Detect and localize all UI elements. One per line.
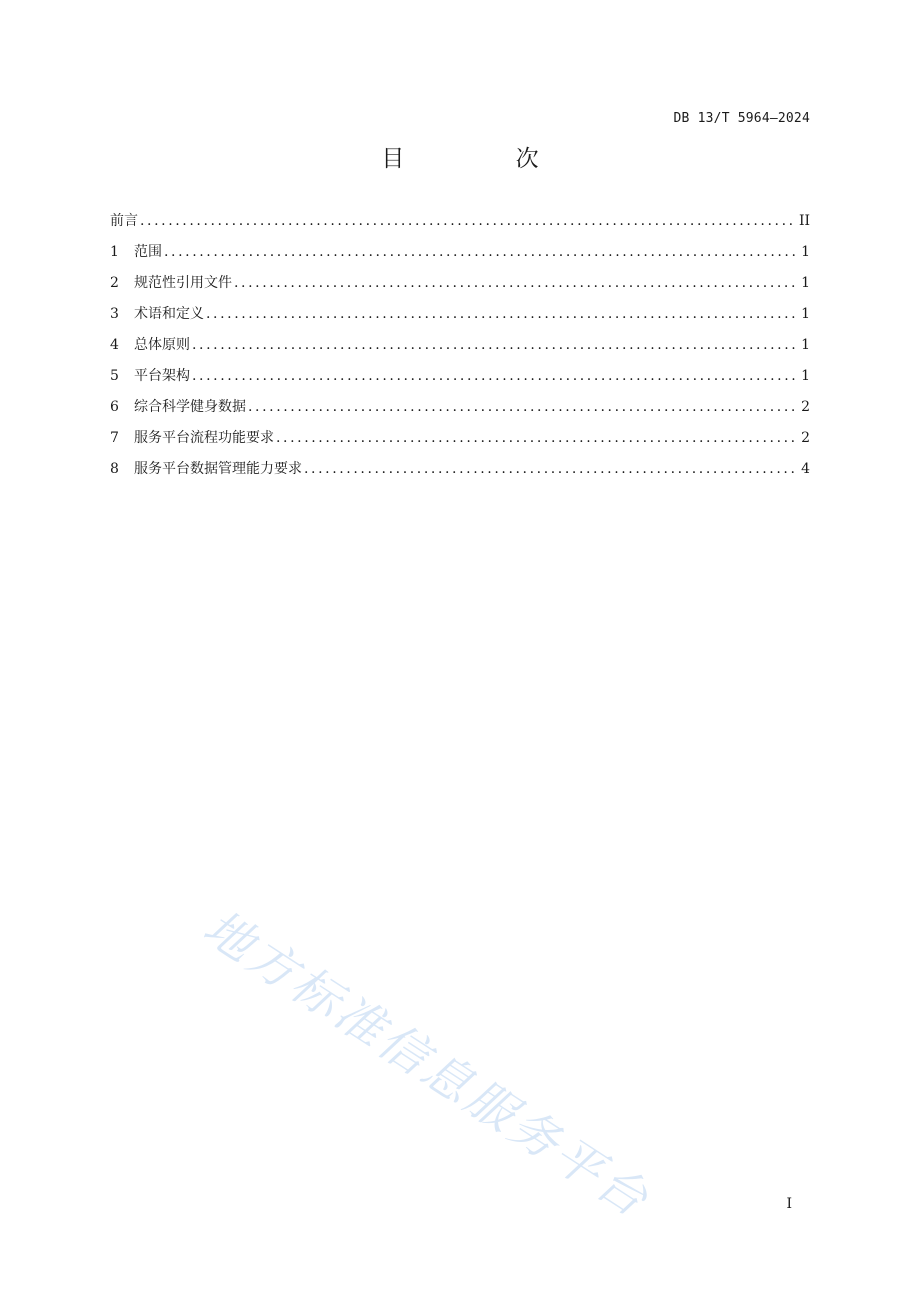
toc-entry-page: 1 <box>801 275 810 291</box>
toc-dot-leader <box>304 454 796 485</box>
toc-entry-label: 术语和定义 <box>134 306 204 322</box>
toc-entry-label: 范围 <box>134 244 162 260</box>
watermark: 地方标准信息服务平台 <box>193 899 661 1230</box>
toc-dot-leader <box>276 423 796 454</box>
toc-entry-3[interactable] <box>110 299 810 330</box>
toc-entry-label: 规范性引用文件 <box>134 275 232 291</box>
toc-entry-label: 服务平台数据管理能力要求 <box>134 461 302 477</box>
toc-entry-page: 1 <box>801 337 810 353</box>
toc-entry-page: 4 <box>801 461 810 477</box>
toc-dot-leader <box>234 268 796 299</box>
toc-entry-number: 4 <box>110 337 119 353</box>
toc-entry-4[interactable] <box>110 330 810 361</box>
toc-entry-number: 7 <box>110 430 119 446</box>
toc-entry-page: 1 <box>801 306 810 322</box>
toc-dot-leader <box>192 361 796 392</box>
toc-title: 目 次 <box>381 146 591 172</box>
table-of-contents <box>110 206 810 485</box>
toc-dot-leader <box>140 206 795 237</box>
page-number: I <box>786 1196 792 1212</box>
toc-entry-page: 1 <box>801 368 810 384</box>
toc-entry-page: 2 <box>801 430 810 446</box>
toc-dot-leader <box>206 299 796 330</box>
toc-entry-7[interactable] <box>110 423 810 454</box>
toc-entry-label: 前言 <box>110 213 138 229</box>
toc-entry-number: 5 <box>110 368 119 384</box>
toc-entry-label: 综合科学健身数据 <box>134 399 246 415</box>
toc-entry-page: 1 <box>801 244 810 260</box>
toc-entry-8[interactable] <box>110 454 810 485</box>
toc-entry-number: 1 <box>110 244 119 260</box>
toc-entry-label: 总体原则 <box>134 337 190 353</box>
toc-dot-leader <box>248 392 796 423</box>
toc-entry-number: 3 <box>110 306 119 322</box>
toc-dot-leader <box>192 330 796 361</box>
toc-entry-number: 2 <box>110 275 119 291</box>
toc-entry-label: 服务平台流程功能要求 <box>134 430 274 446</box>
toc-entry-page: 2 <box>801 399 810 415</box>
toc-entry-5[interactable] <box>110 361 810 392</box>
toc-entry-page: II <box>798 213 810 229</box>
toc-entry-1[interactable] <box>110 237 810 268</box>
toc-entry-number: 8 <box>110 461 119 477</box>
document-code: DB 13/T 5964—2024 <box>673 111 810 126</box>
toc-entry-label: 平台架构 <box>134 368 190 384</box>
toc-entry-number: 6 <box>110 399 119 415</box>
toc-dot-leader <box>164 237 796 268</box>
toc-entry-2[interactable] <box>110 268 810 299</box>
toc-entry-foreword[interactable] <box>110 206 810 237</box>
toc-entry-6[interactable] <box>110 392 810 423</box>
